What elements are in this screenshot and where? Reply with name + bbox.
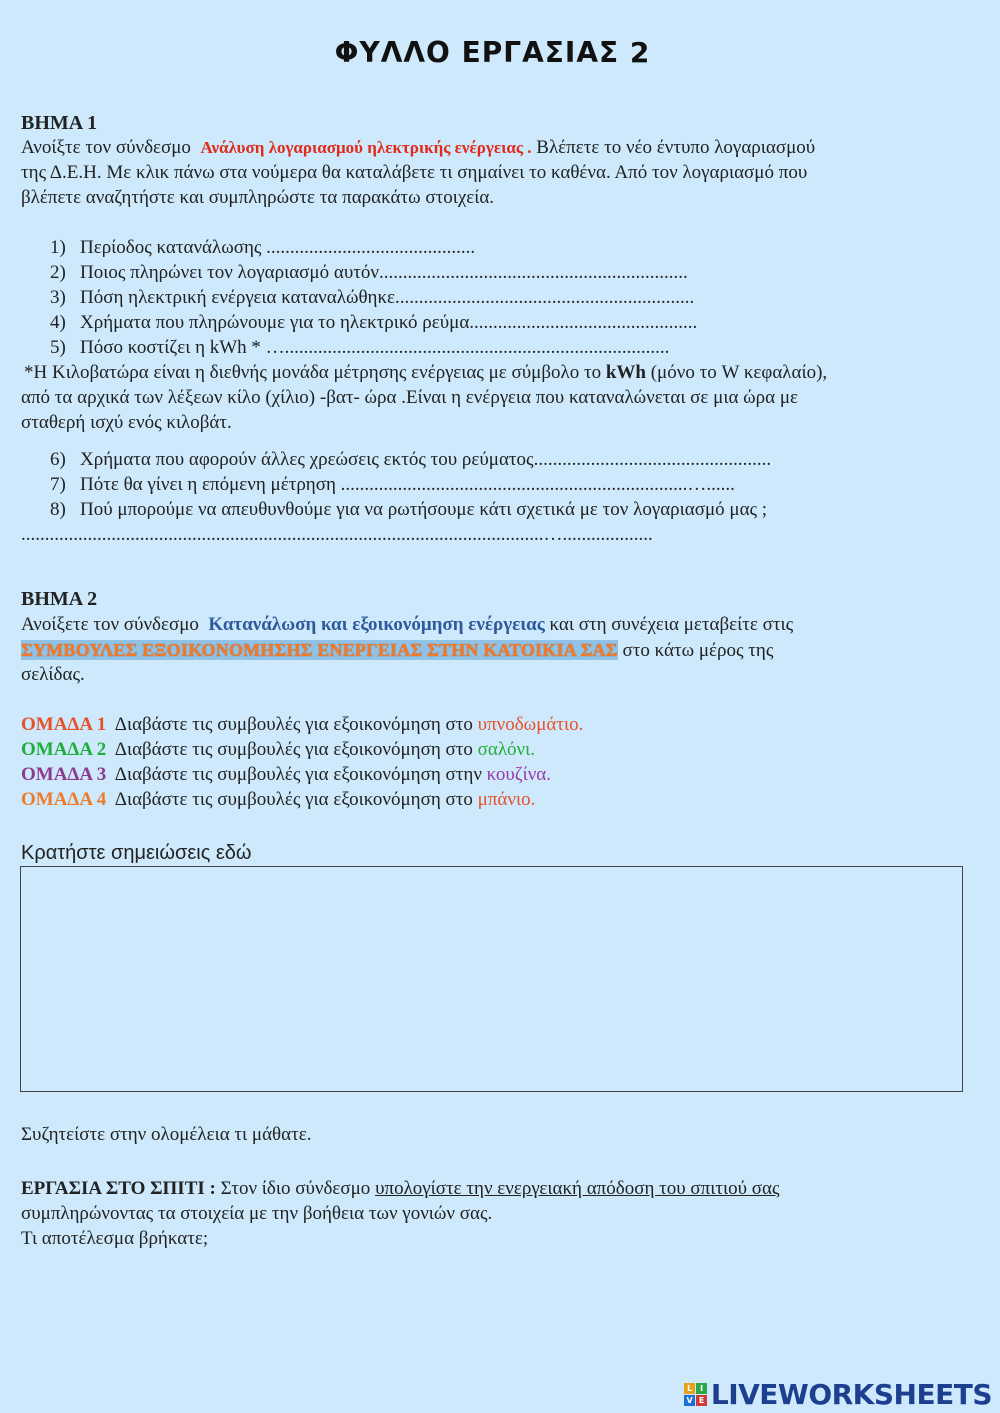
brand-name: LIVEWORKSHEETS [710, 1378, 992, 1411]
bill-analysis-link[interactable]: Ανάλυση λογαριασμού ηλεκτρικής ενέργειας . [200, 138, 532, 157]
kwh-note-line2: από τα αρχικά των λέξεων κίλο (χίλιο) -βατ- ώρα .Είναι η ενέργεια που καταναλώνεται σε μια ώρα με [21, 387, 799, 408]
group-2: ΟΜΑΔΑ 2 Διαβάστε τις συμβουλές για εξοικονόμηση στο σαλόνι. [21, 739, 536, 760]
notes-label: Κρατήστε σημειώσεις εδώ [21, 842, 252, 864]
step1-heading: ΒΗΜΑ 1 [21, 112, 98, 134]
notes-textarea[interactable] [20, 866, 963, 1092]
question-8-answer[interactable]: ..............................................................................................................…................... [21, 524, 653, 545]
step1-intro-line3: βλέπετε αναζητήστε και συμπληρώστε τα παρακάτω στοιχεία. [21, 187, 495, 208]
step2-heading: ΒΗΜΑ 2 [21, 588, 98, 610]
step1-intro-b: Βλέπετε το νέο έντυπο λογαριασμού [536, 137, 816, 158]
page-title: ΦΥΛΛΟ ΕΡΓΑΣΙΑΣ 2 [334, 36, 651, 69]
step1-intro-line1 [21, 137, 815, 159]
energy-tips-highlight: ΣΥΜΒΟΥΛΕΣ ΕΞΟΙΚΟΝΟΜΗΣΗΣ ΕΝΕΡΓΕΙΑΣ ΣΤΗΝ ΚΑΤΟΙΚΙΑ ΣΑΣ [21, 640, 618, 660]
question-4[interactable]: 4) Χρήματα που πληρώνουμε για το ηλεκτρικό ρεύμα................................................ [50, 312, 698, 333]
step2-intro-line1: Ανοίξετε τον σύνδεσμο Κατανάλωση και εξοικονόμηση ενέργειας και στη συνέχεια μεταβείτε στις [21, 614, 794, 635]
group-3: ΟΜΑΔΑ 3 Διαβάστε τις συμβουλές για εξοικονόμηση στην κουζίνα. [21, 764, 552, 785]
energy-saving-link[interactable]: Κατανάλωση και εξοικονόμηση ενέργειας [208, 614, 545, 635]
step2-intro-line2: ΣΥΜΒΟΥΛΕΣ ΕΞΟΙΚΟΝΟΜΗΣΗΣ ΕΝΕΡΓΕΙΑΣ ΣΤΗΝ ΚΑΤΟΙΚΙΑ ΣΑΣ στο κάτω μέρος της [21, 640, 774, 661]
question-6[interactable]: 6) Χρήματα που αφορούν άλλες χρεώσεις εκτός του ρεύματος.................................................. [50, 449, 772, 470]
group-4: ΟΜΑΔΑ 4 Διαβάστε τις συμβουλές για εξοικονόμηση στο μπάνιο. [21, 789, 536, 810]
homework-line2: συμπληρώνοντας τα στοιχεία με την βοήθεια των γονιών σας. [21, 1203, 493, 1224]
question-3[interactable]: 3) Πόση ηλεκτρική ενέργεια καταναλώθηκε............................................................... [50, 287, 695, 308]
discuss-text: Συζητείστε στην ολομέλεια τι μάθατε. [21, 1124, 312, 1145]
question-8: 8) Πού μπορούμε να απευθυνθούμε για να ρωτήσουμε κάτι σχετικά με τον λογαριασμό μας ; [50, 499, 768, 520]
question-5[interactable]: 5) Πόσο κοστίζει η kWh * …................................................................................. [50, 337, 670, 358]
homework-line1: ΕΡΓΑΣΙΑ ΣΤΟ ΣΠΙΤΙ : Στον ίδιο σύνδεσμο υπολογίστε την ενεργειακή απόδοση του σπιτιού σας [21, 1178, 780, 1199]
question-1[interactable]: 1) Περίοδος κατανάλωσης ............................................ [50, 237, 476, 258]
step1-intro-line2: της Δ.Ε.Η. Με κλικ πάνω στα νούμερα θα καταλάβετε τι σημαίνει το καθένα. Από τον λογαριασμό που [21, 162, 808, 183]
kwh-symbol: kWh [605, 362, 646, 383]
question-2[interactable]: 2) Ποιος πληρώνει τον λογαριασμό αυτόν................................................................. [50, 262, 688, 283]
kwh-note-line3: σταθερή ισχύ ενός κιλοβάτ. [21, 412, 232, 433]
question-7[interactable]: 7) Πότε θα γίνει η επόμενη μέτρηση .........................................................................…...... [50, 474, 735, 495]
step2-intro-line3: σελίδας. [21, 664, 85, 685]
homework-question: Τι αποτέλεσμα βρήκατε; [21, 1228, 209, 1249]
homework-label: ΕΡΓΑΣΙΑ ΣΤΟ ΣΠΙΤΙ : [21, 1178, 216, 1199]
step1-intro-a: Ανοίξτε τον σύνδεσμο [21, 137, 191, 158]
energy-efficiency-link[interactable]: υπολογίστε την ενεργειακή απόδοση του σπιτιού σας [375, 1178, 780, 1199]
liveworksheets-logo-icon: L I V E [684, 1383, 707, 1406]
group-1: ΟΜΑΔΑ 1 Διαβάστε τις συμβουλές για εξοικονόμηση στο υπνοδωμάτιο. [21, 714, 584, 735]
kwh-note-line1: *Η Κιλοβατώρα είναι η διεθνής μονάδα μέτρησης ενέργειας με σύμβολο το kWh (μόνο το W κεφαλαίο), [24, 362, 828, 383]
liveworksheets-logo [684, 1378, 992, 1411]
